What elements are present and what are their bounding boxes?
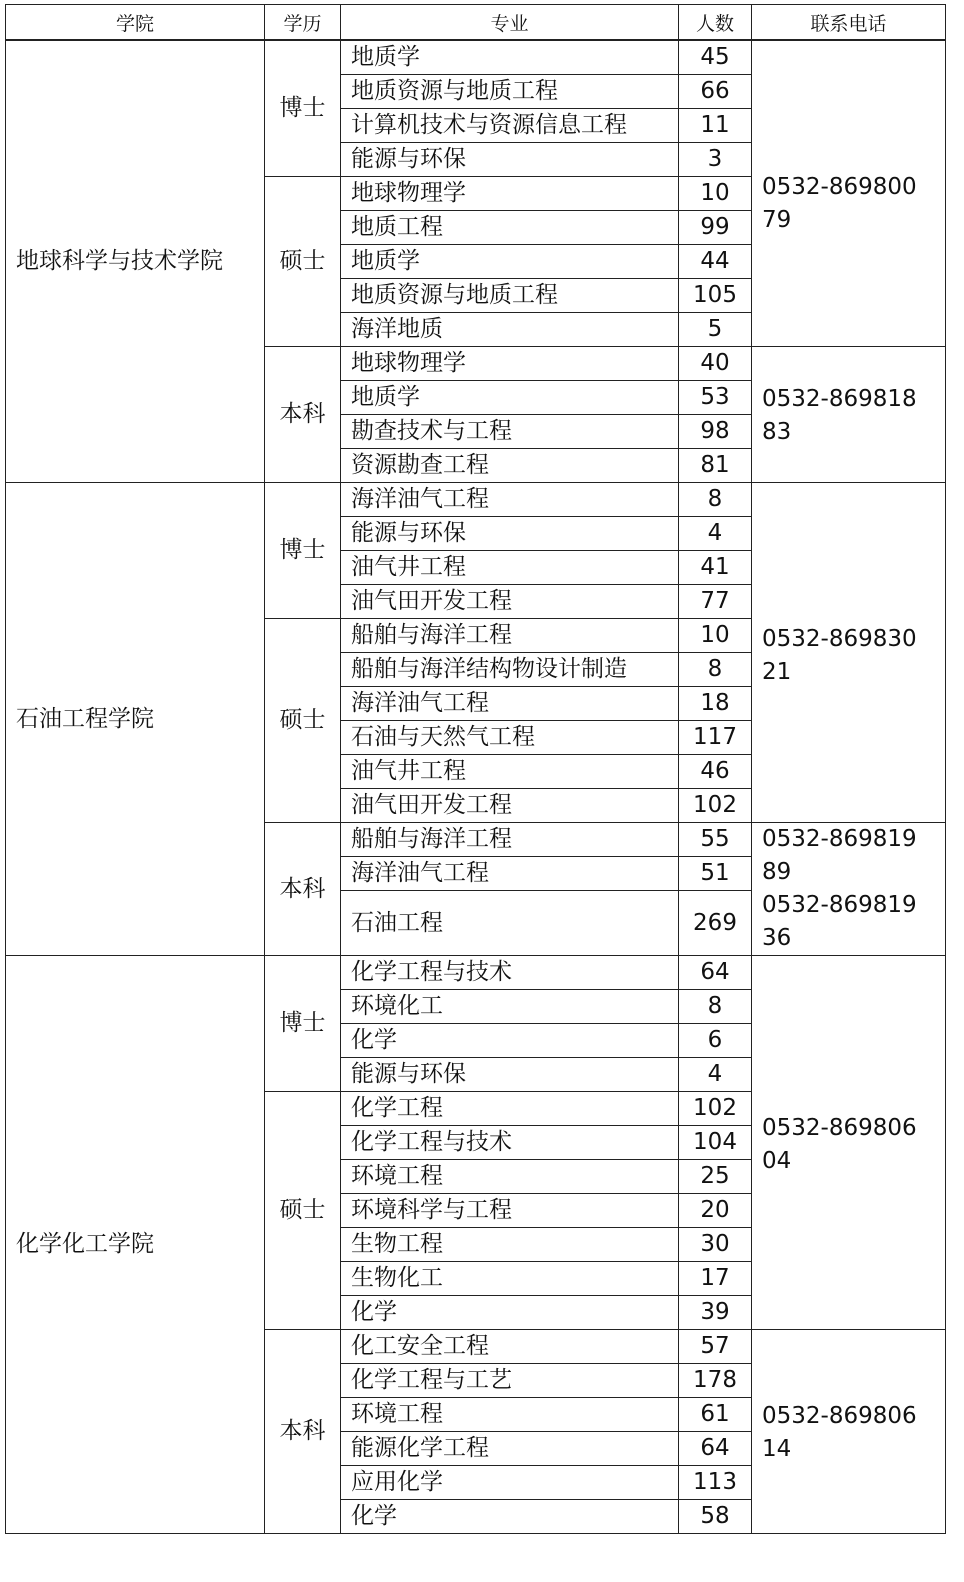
- major-cell: 化学: [341, 1296, 679, 1330]
- major-cell: 船舶与海洋工程: [341, 619, 679, 653]
- college-cell: 石油工程学院: [6, 483, 265, 956]
- major-cell: 船舶与海洋结构物设计制造: [341, 653, 679, 687]
- major-cell: 地质工程: [341, 211, 679, 245]
- phone-line: 79: [762, 207, 792, 233]
- major-cell: 化学工程: [341, 1092, 679, 1126]
- major-cell: 能源与环保: [341, 517, 679, 551]
- major-cell: 船舶与海洋工程: [341, 823, 679, 857]
- count-cell: 117: [679, 721, 752, 755]
- major-cell: 化学: [341, 1500, 679, 1534]
- count-cell: 178: [679, 1364, 752, 1398]
- table-row: [6, 40, 946, 75]
- major-cell: 能源与环保: [341, 1058, 679, 1092]
- count-cell: 61: [679, 1398, 752, 1432]
- count-cell: 64: [679, 956, 752, 990]
- count-cell: 55: [679, 823, 752, 857]
- major-cell: 油气田开发工程: [341, 789, 679, 823]
- degree-cell: 本科: [265, 1330, 341, 1534]
- degree-cell: 博士: [265, 956, 341, 1092]
- count-cell: 51: [679, 857, 752, 891]
- count-cell: 20: [679, 1194, 752, 1228]
- count-cell: 81: [679, 449, 752, 483]
- degree-cell: 本科: [265, 823, 341, 956]
- major-cell: 油气田开发工程: [341, 585, 679, 619]
- count-cell: 98: [679, 415, 752, 449]
- count-cell: 104: [679, 1126, 752, 1160]
- degree-cell: 博士: [265, 483, 341, 619]
- phone-cell: [752, 347, 946, 483]
- header-phone: 联系电话: [752, 5, 946, 41]
- major-cell: 化工安全工程: [341, 1330, 679, 1364]
- count-cell: 6: [679, 1024, 752, 1058]
- count-cell: 40: [679, 347, 752, 381]
- major-cell: 地质学: [341, 381, 679, 415]
- count-cell: 25: [679, 1160, 752, 1194]
- count-cell: 4: [679, 1058, 752, 1092]
- college-cell: 化学化工学院: [6, 956, 265, 1534]
- phone-line: 04: [762, 1148, 792, 1174]
- count-cell: 64: [679, 1432, 752, 1466]
- count-cell: 66: [679, 75, 752, 109]
- major-cell: 地质学: [341, 245, 679, 279]
- phone-cell: [752, 40, 946, 347]
- phone-cell: [752, 956, 946, 1330]
- major-cell: 海洋油气工程: [341, 687, 679, 721]
- degree-cell: 本科: [265, 347, 341, 483]
- count-cell: 17: [679, 1262, 752, 1296]
- count-cell: 53: [679, 381, 752, 415]
- major-cell: 能源与环保: [341, 143, 679, 177]
- phone-line: 36: [762, 925, 792, 951]
- count-cell: 8: [679, 483, 752, 517]
- major-cell: 地质资源与地质工程: [341, 75, 679, 109]
- major-cell: 化学工程与技术: [341, 1126, 679, 1160]
- phone-line: 21: [762, 659, 792, 685]
- major-cell: 油气井工程: [341, 755, 679, 789]
- enrollment-table: [5, 4, 946, 1534]
- phone-line: 0532-869818: [762, 386, 917, 412]
- table-row: [6, 956, 946, 990]
- phone-line: 0532-869819: [762, 892, 917, 918]
- count-cell: 269: [679, 891, 752, 956]
- major-cell: 地球物理学: [341, 347, 679, 381]
- major-cell: 计算机技术与资源信息工程: [341, 109, 679, 143]
- count-cell: 41: [679, 551, 752, 585]
- count-cell: 77: [679, 585, 752, 619]
- major-cell: 地质学: [341, 40, 679, 75]
- major-cell: 化学工程与技术: [341, 956, 679, 990]
- count-cell: 30: [679, 1228, 752, 1262]
- count-cell: 18: [679, 687, 752, 721]
- header-count: 人数: [679, 5, 752, 41]
- count-cell: 57: [679, 1330, 752, 1364]
- enrollment-table-container: [5, 4, 946, 1534]
- count-cell: 102: [679, 1092, 752, 1126]
- degree-cell: 硕士: [265, 1092, 341, 1330]
- major-cell: 勘查技术与工程: [341, 415, 679, 449]
- major-cell: 环境科学与工程: [341, 1194, 679, 1228]
- college-cell: 地球科学与技术学院: [6, 40, 265, 483]
- count-cell: 39: [679, 1296, 752, 1330]
- phone-cell: [752, 823, 946, 956]
- major-cell: 地质资源与地质工程: [341, 279, 679, 313]
- major-cell: 环境工程: [341, 1398, 679, 1432]
- count-cell: 113: [679, 1466, 752, 1500]
- major-cell: 油气井工程: [341, 551, 679, 585]
- phone-line: 0532-869800: [762, 174, 917, 200]
- major-cell: 资源勘查工程: [341, 449, 679, 483]
- count-cell: 11: [679, 109, 752, 143]
- count-cell: 10: [679, 619, 752, 653]
- count-cell: 4: [679, 517, 752, 551]
- major-cell: 石油工程: [341, 891, 679, 956]
- count-cell: 46: [679, 755, 752, 789]
- major-cell: 海洋油气工程: [341, 483, 679, 517]
- phone-line: 89: [762, 859, 792, 885]
- count-cell: 105: [679, 279, 752, 313]
- degree-cell: 博士: [265, 40, 341, 177]
- count-cell: 45: [679, 40, 752, 75]
- table-row: [6, 483, 946, 517]
- major-cell: 应用化学: [341, 1466, 679, 1500]
- phone-line: 83: [762, 419, 792, 445]
- phone-cell: [752, 483, 946, 823]
- header-major: 专业: [341, 5, 679, 41]
- degree-cell: 硕士: [265, 619, 341, 823]
- degree-cell: 硕士: [265, 177, 341, 347]
- phone-line: 0532-869830: [762, 626, 917, 652]
- count-cell: 5: [679, 313, 752, 347]
- major-cell: 海洋油气工程: [341, 857, 679, 891]
- major-cell: 石油与天然气工程: [341, 721, 679, 755]
- count-cell: 44: [679, 245, 752, 279]
- major-cell: 地球物理学: [341, 177, 679, 211]
- major-cell: 环境化工: [341, 990, 679, 1024]
- major-cell: 环境工程: [341, 1160, 679, 1194]
- phone-cell: [752, 1330, 946, 1534]
- count-cell: 102: [679, 789, 752, 823]
- count-cell: 3: [679, 143, 752, 177]
- count-cell: 99: [679, 211, 752, 245]
- count-cell: 10: [679, 177, 752, 211]
- header-degree: 学历: [265, 5, 341, 41]
- major-cell: 生物化工: [341, 1262, 679, 1296]
- major-cell: 化学工程与工艺: [341, 1364, 679, 1398]
- count-cell: 58: [679, 1500, 752, 1534]
- table-body: [6, 40, 946, 1534]
- count-cell: 8: [679, 990, 752, 1024]
- major-cell: 能源化学工程: [341, 1432, 679, 1466]
- major-cell: 化学: [341, 1024, 679, 1058]
- phone-line: 0532-869806: [762, 1403, 917, 1429]
- header-college: 学院: [6, 5, 265, 41]
- table-header-row: [6, 5, 946, 41]
- major-cell: 海洋地质: [341, 313, 679, 347]
- count-cell: 8: [679, 653, 752, 687]
- phone-line: 0532-869819: [762, 826, 917, 852]
- major-cell: 生物工程: [341, 1228, 679, 1262]
- phone-line: 14: [762, 1436, 792, 1462]
- phone-line: 0532-869806: [762, 1115, 917, 1141]
